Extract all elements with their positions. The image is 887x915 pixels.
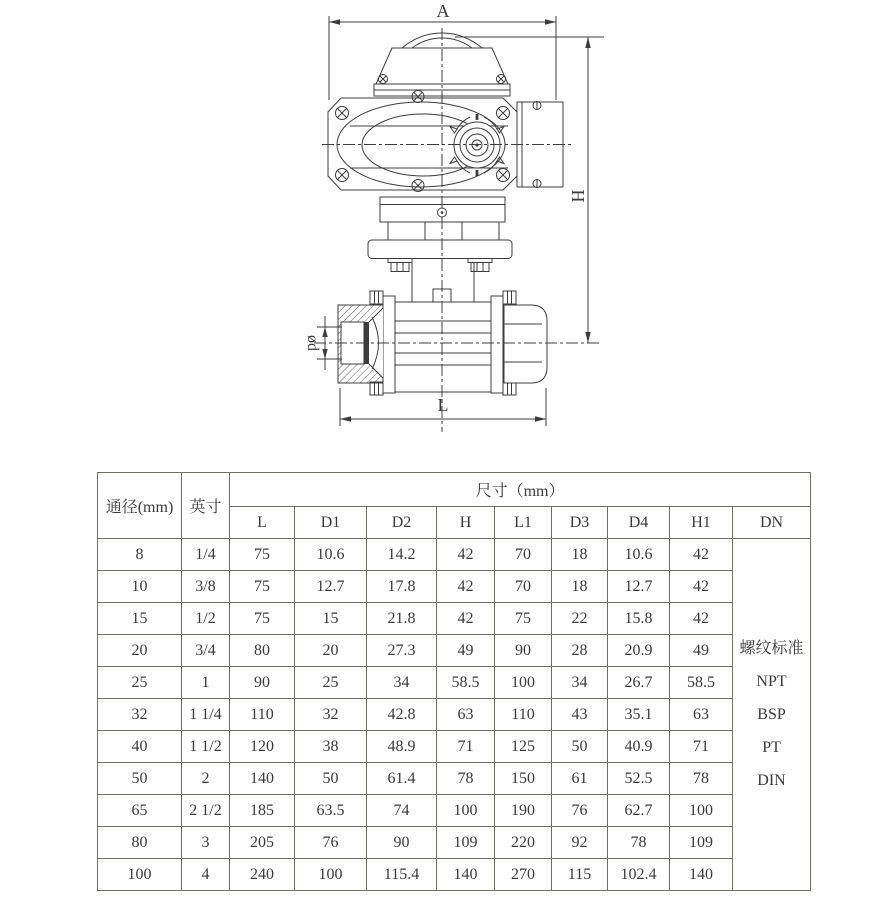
cell-d2: 74 <box>367 795 437 827</box>
cell-diameter: 100 <box>98 859 182 891</box>
cell-d1: 76 <box>295 827 367 859</box>
cell-d2: 27.3 <box>367 635 437 667</box>
cell-diameter: 15 <box>98 603 182 635</box>
cell-l: 90 <box>230 667 295 699</box>
cell-d1: 63.5 <box>295 795 367 827</box>
cell-l1: 110 <box>495 699 552 731</box>
table-row <box>98 731 811 763</box>
cap-screw-left-icon <box>379 75 388 84</box>
cell-h1: 42 <box>670 571 733 603</box>
cell-l: 75 <box>230 539 295 571</box>
subheader-d4: D4 <box>608 507 670 539</box>
cell-d2: 90 <box>367 827 437 859</box>
dimension-label-L: L <box>437 395 449 415</box>
dimension-label-H: H <box>568 189 588 203</box>
table-row <box>98 539 811 571</box>
cell-l: 185 <box>230 795 295 827</box>
cell-d1: 12.7 <box>295 571 367 603</box>
subheader-l1: L1 <box>495 507 552 539</box>
actuator-body <box>328 91 517 192</box>
cell-d1: 32 <box>295 699 367 731</box>
subheader-d1: D1 <box>295 507 367 539</box>
cell-l1: 190 <box>495 795 552 827</box>
cell-h: 63 <box>437 699 495 731</box>
subheader-d3: D3 <box>552 507 608 539</box>
dimension-label-A: A <box>436 1 450 21</box>
cell-h1: 58.5 <box>670 667 733 699</box>
cell-d4: 10.6 <box>608 539 670 571</box>
subheader-h1: H1 <box>670 507 733 539</box>
cell-h1: 140 <box>670 859 733 891</box>
cell-h: 100 <box>437 795 495 827</box>
dn-standard: PT <box>762 739 781 756</box>
cell-h1: 42 <box>670 603 733 635</box>
subheader-l: L <box>230 507 295 539</box>
cell-inch: 3/4 <box>182 635 230 667</box>
cell-d3: 34 <box>552 667 608 699</box>
table-row <box>98 795 811 827</box>
cell-d3: 22 <box>552 603 608 635</box>
dimension-label-bore: ød <box>304 335 321 351</box>
cell-h: 58.5 <box>437 667 495 699</box>
cell-d4: 12.7 <box>608 571 670 603</box>
cell-l1: 125 <box>495 731 552 763</box>
cell-d3: 28 <box>552 635 608 667</box>
header-size-mm: 尺寸（mm） <box>230 473 811 507</box>
dn-title: 螺纹标准 <box>739 640 804 657</box>
cell-d4: 78 <box>608 827 670 859</box>
cell-d3: 18 <box>552 571 608 603</box>
table-row <box>98 699 811 731</box>
cell-l1: 70 <box>495 539 552 571</box>
header-inch: 英寸 <box>182 473 230 539</box>
cell-d2: 17.8 <box>367 571 437 603</box>
cell-l: 205 <box>230 827 295 859</box>
cell-d2: 61.4 <box>367 763 437 795</box>
table-row <box>98 571 811 603</box>
cell-l: 80 <box>230 635 295 667</box>
cell-d2: 48.9 <box>367 731 437 763</box>
cell-inch: 1 <box>182 667 230 699</box>
cell-inch: 2 <box>182 763 230 795</box>
cell-d1: 50 <box>295 763 367 795</box>
cell-d2: 21.8 <box>367 603 437 635</box>
cell-d1: 10.6 <box>295 539 367 571</box>
dimension-table <box>97 472 811 891</box>
cell-diameter: 80 <box>98 827 182 859</box>
table-row <box>98 667 811 699</box>
cell-l1: 90 <box>495 635 552 667</box>
cell-inch: 1 1/4 <box>182 699 230 731</box>
cell-h: 78 <box>437 763 495 795</box>
cell-d1: 38 <box>295 731 367 763</box>
cell-l1: 270 <box>495 859 552 891</box>
cell-h: 42 <box>437 571 495 603</box>
cell-diameter: 32 <box>98 699 182 731</box>
cell-l: 120 <box>230 731 295 763</box>
cell-d4: 40.9 <box>608 731 670 763</box>
dn-standard: BSP <box>757 706 786 723</box>
mounting-bracket <box>368 197 512 302</box>
cell-d1: 20 <box>295 635 367 667</box>
cell-l: 140 <box>230 763 295 795</box>
subheader-h: H <box>437 507 495 539</box>
cell-d1: 15 <box>295 603 367 635</box>
cell-d2: 14.2 <box>367 539 437 571</box>
cell-d4: 26.7 <box>608 667 670 699</box>
cap-screw-right-icon <box>497 75 506 84</box>
cell-h: 42 <box>437 539 495 571</box>
cell-h: 71 <box>437 731 495 763</box>
cell-l1: 100 <box>495 667 552 699</box>
cell-diameter: 65 <box>98 795 182 827</box>
cell-inch: 2 1/2 <box>182 795 230 827</box>
cell-inch: 1/4 <box>182 539 230 571</box>
cell-l: 75 <box>230 603 295 635</box>
cell-diameter: 50 <box>98 763 182 795</box>
cell-d3: 92 <box>552 827 608 859</box>
cell-diameter: 20 <box>98 635 182 667</box>
cell-h1: 109 <box>670 827 733 859</box>
cell-inch: 3 <box>182 827 230 859</box>
cell-inch: 1/2 <box>182 603 230 635</box>
cell-d3: 18 <box>552 539 608 571</box>
valve-end-cap-right <box>504 305 547 383</box>
table-row <box>98 859 811 891</box>
cell-h1: 49 <box>670 635 733 667</box>
cell-l1: 70 <box>495 571 552 603</box>
table-row <box>98 763 811 795</box>
cell-h1: 100 <box>670 795 733 827</box>
cell-inch: 4 <box>182 859 230 891</box>
cell-diameter: 25 <box>98 667 182 699</box>
cell-d3: 50 <box>552 731 608 763</box>
cell-d4: 15.8 <box>608 603 670 635</box>
cell-d4: 102.4 <box>608 859 670 891</box>
cell-h1: 71 <box>670 731 733 763</box>
subheader-d2: D2 <box>367 507 437 539</box>
cell-inch: 1 1/2 <box>182 731 230 763</box>
cell-d2: 42.8 <box>367 699 437 731</box>
cell-d1: 100 <box>295 859 367 891</box>
cell-d4: 62.7 <box>608 795 670 827</box>
dn-standard: DIN <box>757 772 786 789</box>
table-row <box>98 635 811 667</box>
cell-l1: 150 <box>495 763 552 795</box>
table-row <box>98 603 811 635</box>
cell-d2: 34 <box>367 667 437 699</box>
dn-standard: NPT <box>756 673 787 690</box>
cell-h1: 78 <box>670 763 733 795</box>
cell-d4: 35.1 <box>608 699 670 731</box>
valve-end-cap-left <box>338 305 383 383</box>
cell-diameter: 8 <box>98 539 182 571</box>
cell-l1: 75 <box>495 603 552 635</box>
cell-l: 75 <box>230 571 295 603</box>
cell-l: 240 <box>230 859 295 891</box>
cell-h: 42 <box>437 603 495 635</box>
cell-inch: 3/8 <box>182 571 230 603</box>
cell-h: 109 <box>437 827 495 859</box>
cell-d4: 20.9 <box>608 635 670 667</box>
header-nominal-diameter: 通径(mm) <box>98 473 182 539</box>
cell-d3: 76 <box>552 795 608 827</box>
cell-diameter: 10 <box>98 571 182 603</box>
cell-d3: 115 <box>552 859 608 891</box>
cell-diameter: 40 <box>98 731 182 763</box>
cell-h: 140 <box>437 859 495 891</box>
cell-d3: 61 <box>552 763 608 795</box>
cell-h1: 42 <box>670 539 733 571</box>
table-row <box>98 827 811 859</box>
subheader-dn: DN <box>733 507 811 539</box>
cell-dn-standards <box>733 539 811 891</box>
cell-d4: 52.5 <box>608 763 670 795</box>
cell-l: 110 <box>230 699 295 731</box>
cell-h1: 63 <box>670 699 733 731</box>
cell-d2: 115.4 <box>367 859 437 891</box>
cell-d3: 43 <box>552 699 608 731</box>
cell-l1: 220 <box>495 827 552 859</box>
cell-d1: 25 <box>295 667 367 699</box>
cell-h: 49 <box>437 635 495 667</box>
